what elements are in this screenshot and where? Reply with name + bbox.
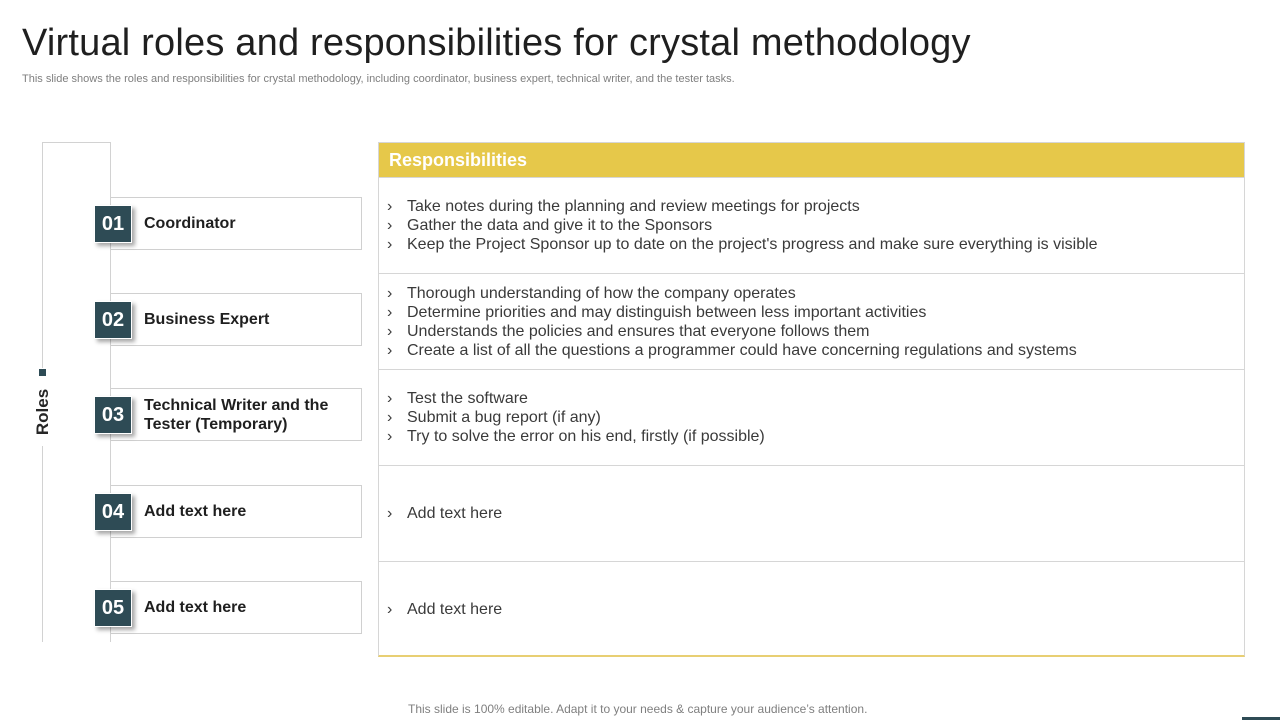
responsibility-item <box>387 216 1244 235</box>
responsibilities-header: Responsibilities <box>379 143 1244 177</box>
responsibility-item <box>387 427 1244 446</box>
chevron-right-icon: › <box>387 198 393 215</box>
role-number-badge: 02 <box>94 301 132 339</box>
chevron-right-icon: › <box>387 428 393 445</box>
responsibility-text: Thorough understanding of how the company operates <box>407 284 796 302</box>
responsibility-cell <box>379 561 1244 657</box>
roles-label: Roles <box>33 388 52 436</box>
roles-marker <box>39 369 46 376</box>
chevron-right-icon: › <box>387 217 393 234</box>
role-number-badge: 05 <box>94 589 132 627</box>
responsibility-item <box>387 408 1244 427</box>
responsibility-cell <box>379 177 1244 273</box>
chevron-right-icon: › <box>387 322 393 340</box>
role-label: Add text here <box>144 503 247 520</box>
responsibility-text: Add text here <box>407 505 503 522</box>
responsibility-item <box>387 235 1244 254</box>
chevron-right-icon: › <box>387 284 393 302</box>
responsibility-cell <box>379 465 1244 561</box>
responsibility-item <box>387 600 1244 619</box>
responsibility-item <box>387 341 1244 360</box>
responsibility-text: Take notes during the planning and review meetings for projects <box>407 198 860 215</box>
chevron-right-icon: › <box>387 390 393 407</box>
responsibility-item <box>387 322 1244 341</box>
role-number-badge: 01 <box>94 205 132 243</box>
role-number-badge: 04 <box>94 493 132 531</box>
responsibility-text: Gather the data and give it to the Sponsors <box>407 217 713 234</box>
responsibility-text: Understands the policies and ensures that everyone follows them <box>407 322 870 340</box>
responsibility-item <box>387 197 1244 216</box>
chevron-right-icon: › <box>387 601 393 618</box>
slide-subtitle: This slide shows the roles and responsibilities for crystal methodology, including coordinator, business expert, technical writer, and the tester tasks. <box>22 73 735 85</box>
responsibility-text: Determine priorities and may distinguish between less important activities <box>407 303 927 321</box>
responsibility-cell <box>379 369 1244 465</box>
responsibility-item <box>387 284 1244 303</box>
chevron-right-icon: › <box>387 409 393 426</box>
chevron-right-icon: › <box>387 303 393 321</box>
responsibility-text: Submit a bug report (if any) <box>407 409 601 426</box>
responsibility-item <box>387 303 1244 322</box>
role-label: Business Expert <box>144 311 270 328</box>
chevron-right-icon: › <box>387 341 393 359</box>
responsibility-text: Test the software <box>407 390 528 407</box>
responsibility-text: Keep the Project Sponsor up to date on the project's progress and make sure everything is visible <box>407 236 1098 253</box>
responsibility-item <box>387 504 1244 523</box>
role-label: Add text here <box>144 599 247 616</box>
responsibility-item <box>387 389 1244 408</box>
responsibility-text: Add text here <box>407 601 503 618</box>
role-label: Coordinator <box>144 215 236 232</box>
responsibilities-panel <box>378 142 1245 657</box>
responsibility-text: Create a list of all the questions a programmer could have concerning regulations and systems <box>407 341 1077 359</box>
role-label: Technical Writer and the Tester (Temporary) <box>144 396 329 433</box>
slide-title: Virtual roles and responsibilities for crystal methodology <box>22 22 971 64</box>
responsibility-text: Try to solve the error on his end, firstly (if possible) <box>407 428 765 445</box>
responsibility-cell <box>379 273 1244 369</box>
chevron-right-icon: › <box>387 505 393 522</box>
chevron-right-icon: › <box>387 236 393 253</box>
slide-footer: This slide is 100% editable. Adapt it to your needs & capture your audience’s attention. <box>408 702 868 716</box>
role-number-badge: 03 <box>94 396 132 434</box>
